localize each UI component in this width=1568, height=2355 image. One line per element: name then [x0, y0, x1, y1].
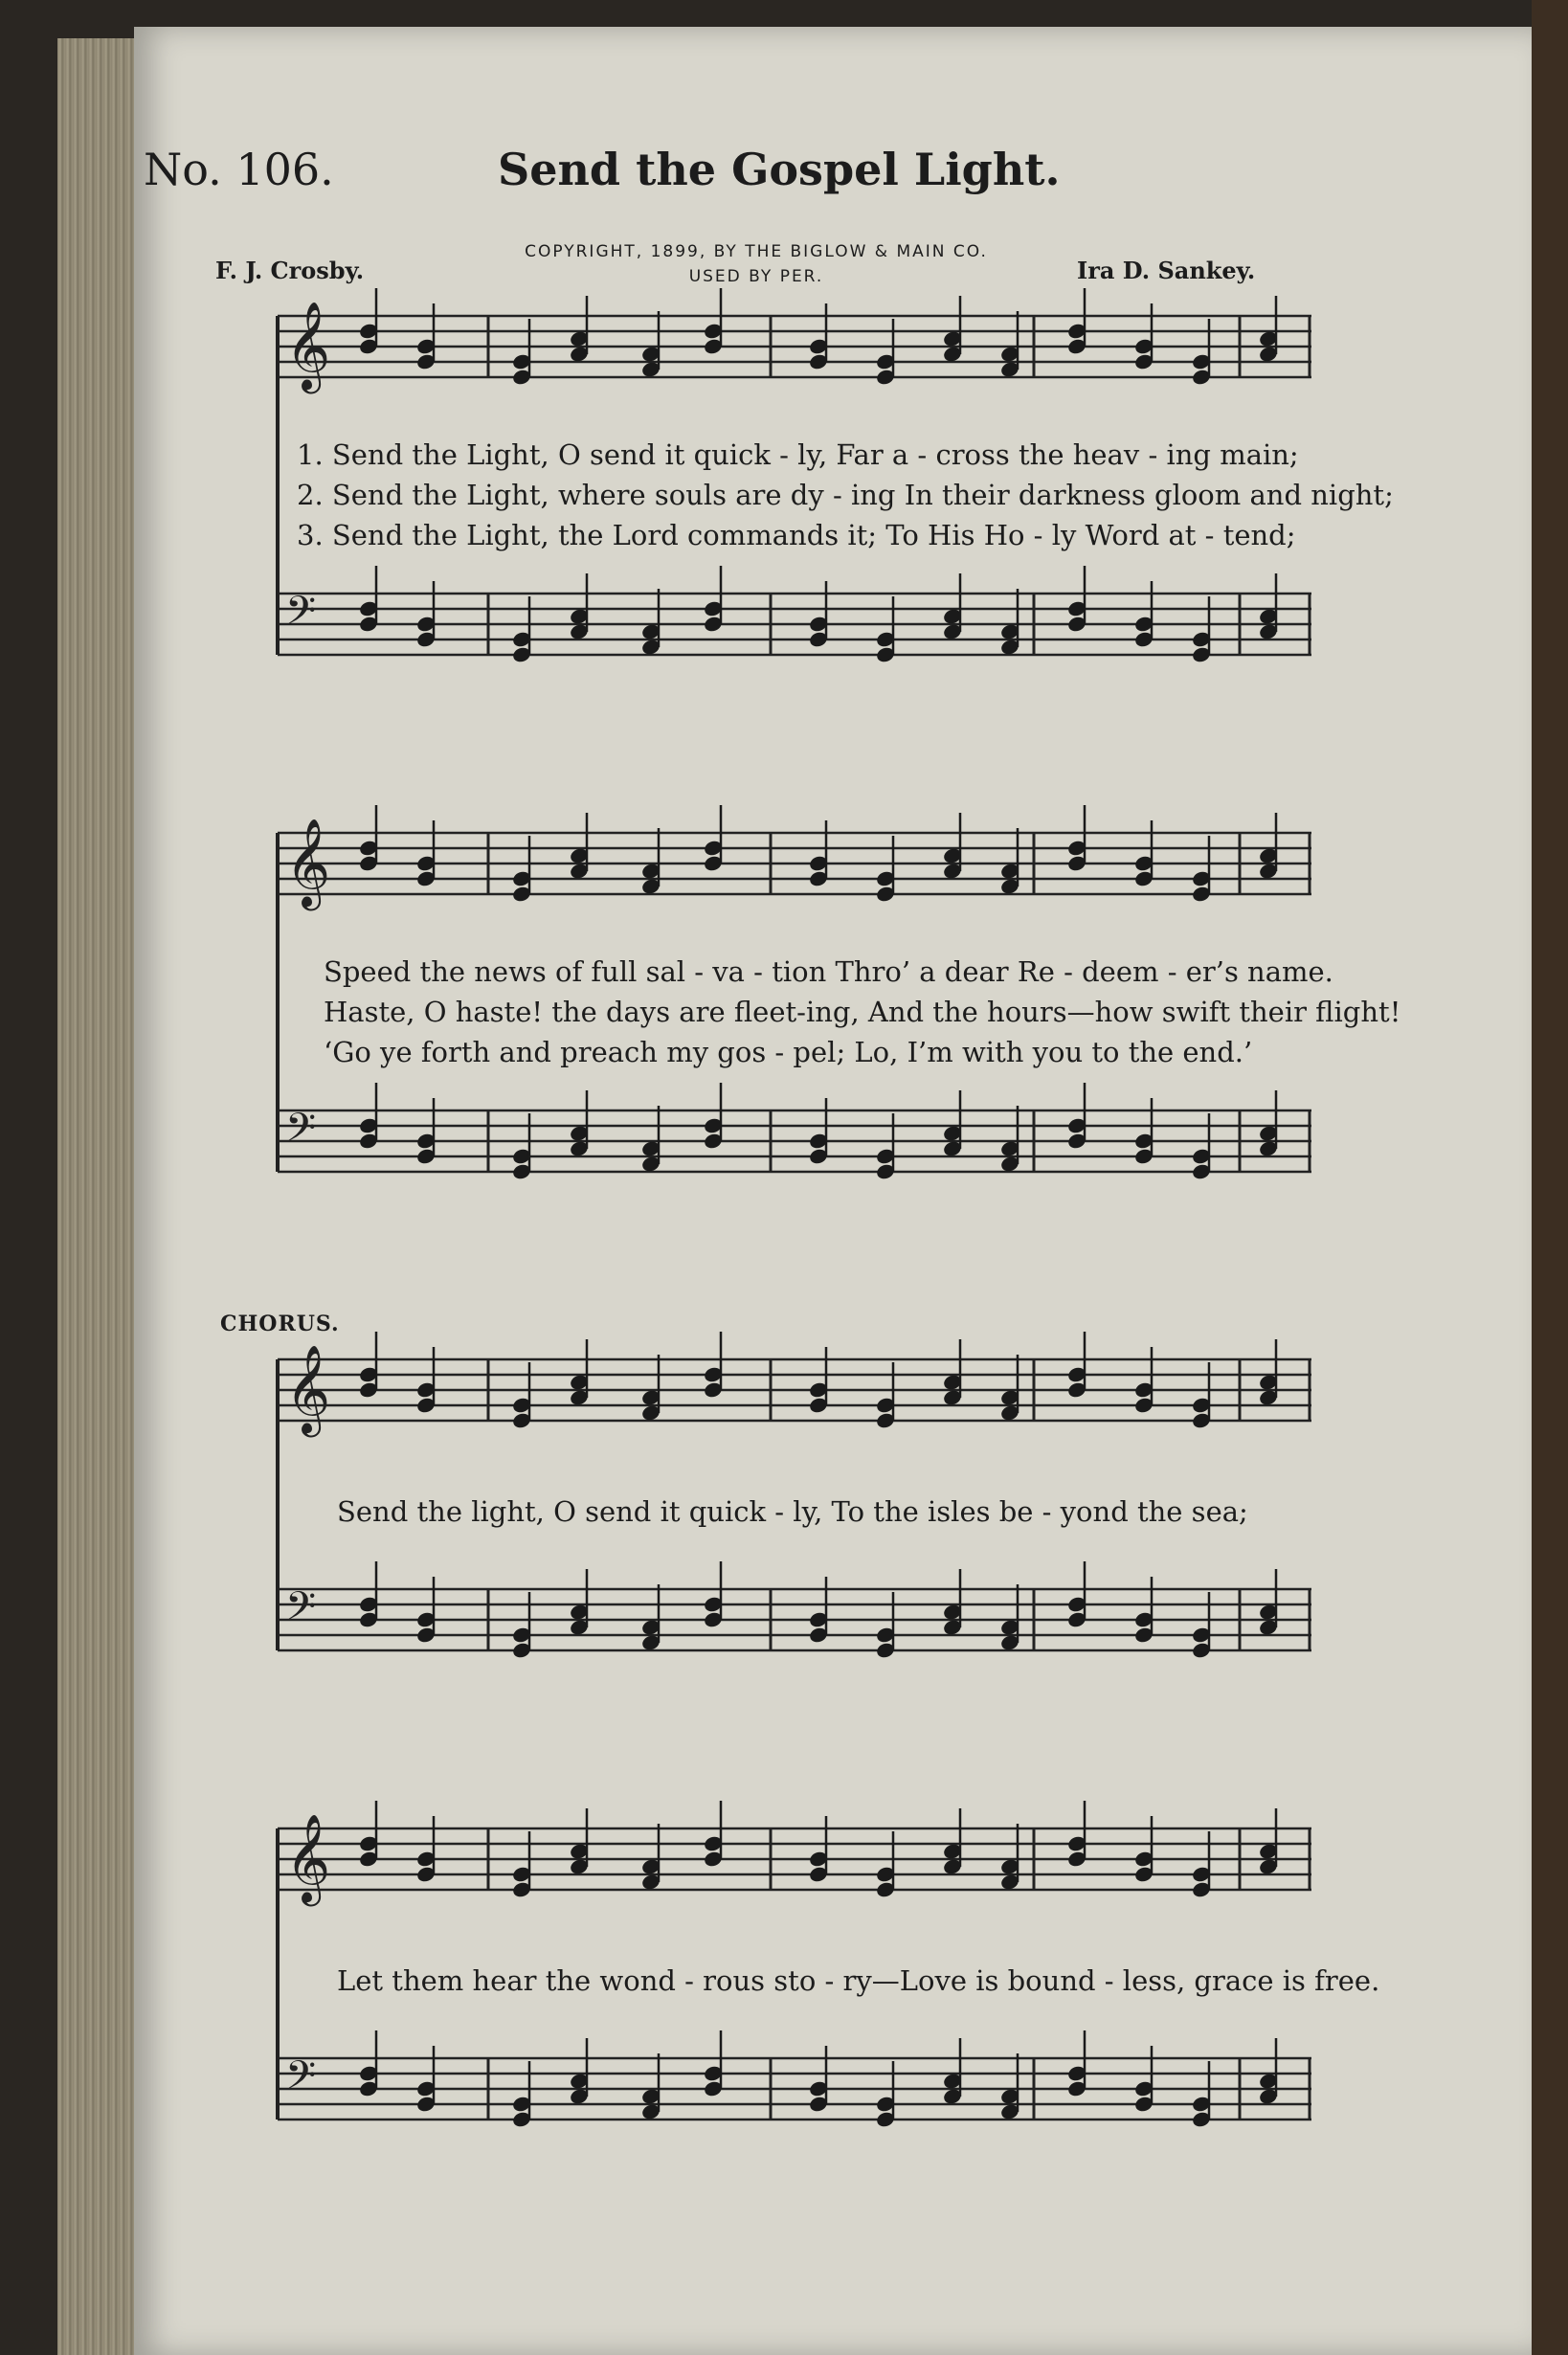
lyric-line: ‘Go ye forth and preach my gos - pel; Lo, I’m with you to the end.’: [324, 1036, 1253, 1068]
lyric-line: 3. Send the Light, the Lord commands it; To His Ho - ly Word at - tend;: [297, 519, 1296, 551]
treble-clef-icon: 𝄞: [285, 1813, 331, 1902]
treble-clef-icon: 𝄞: [285, 1344, 331, 1433]
chorus-label: CHORUS.: [220, 1312, 340, 1336]
hymn-number: No. 106.: [144, 144, 334, 195]
bass-clef-icon: 𝄢: [285, 1105, 317, 1160]
book-cover-edge: [1532, 0, 1568, 2355]
bass-clef-icon: 𝄢: [285, 588, 317, 643]
copyright-notice: [450, 239, 1063, 289]
lyric-line: Speed the news of full sal - va - tion Thro’ a dear Re - deem - er’s name.: [324, 955, 1333, 988]
treble-clef-icon: 𝄞: [285, 818, 331, 907]
lyricist-credit: F. J. Crosby.: [215, 257, 365, 284]
lyric-line: Let them hear the wond - rous sto - ry—Love is bound - less, grace is free.: [337, 1964, 1380, 1997]
hymn-title: Send the Gospel Light.: [498, 144, 1061, 195]
lyric-line: 2. Send the Light, where souls are dy - ing In their darkness gloom and night;: [297, 479, 1394, 511]
treble-clef-icon: 𝄞: [285, 301, 331, 390]
permission-line: USED BY PER.: [688, 267, 824, 286]
bass-clef-icon: 𝄢: [285, 1583, 317, 1639]
copyright-line: COPYRIGHT, 1899, BY THE BIGLOW & MAIN CO.: [525, 242, 988, 261]
composer-credit: Ira D. Sankey.: [1077, 257, 1256, 284]
lyric-line: Send the light, O send it quick - ly, To the isles be - yond the sea;: [337, 1495, 1248, 1528]
lyric-line: Haste, O haste! the days are fleet-ing, And the hours—how swift their flight!: [324, 996, 1401, 1028]
lyric-line: 1. Send the Light, O send it quick - ly, Far a - cross the heav - ing main;: [297, 438, 1299, 471]
bass-clef-icon: 𝄢: [285, 2052, 317, 2108]
